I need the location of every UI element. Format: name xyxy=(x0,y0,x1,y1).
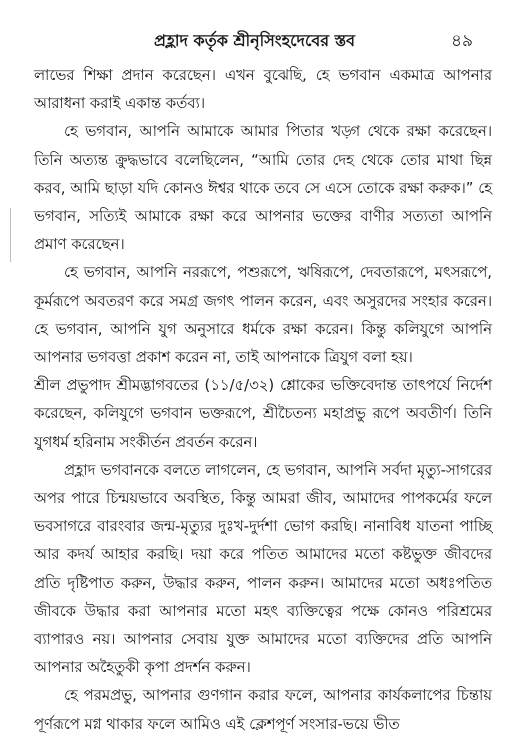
body-text xyxy=(34,62,492,739)
paragraph: শ্রীল প্রভুপাদ শ্রীমদ্ভাগবতের (১১/৫/৩২) শ্লোকের ভক্তিবেদান্ত তাৎপর্যে নির্দেশ করেছেন, কলিযুগে ভগবান ভক্তরূপে, শ্রীচৈতন্য মহাপ্রভু রূপে অবতীর্ণ। তিনি যুগধর্ম হরিনাম সংকীর্তন প্রবর্তন করেন। xyxy=(34,377,492,451)
page-number: ৪৯ xyxy=(450,31,473,51)
paragraph: হে পরমপ্রভু, আপনার গুণগান করার ফলে, আপনার কার্যকলাপের চিন্তায় পূর্ণরূপে মগ্ন থাকার ফলে আমিও এই ক্লেশপূর্ণ সংসার-ভয়ে ভীত xyxy=(34,687,492,733)
paragraph: প্রহ্লাদ ভগবানকে বলতে লাগলেন, হে ভগবান, আপনি সর্বদা মৃত্যু-সাগরের অপর পারে চিন্ময়ভাবে অবস্থিত, কিন্তু আমরা জীব, আমাদের পাপকর্মের ফলে ভবসাগরে বারংবার জন্ম-মৃত্যুর দুঃখ-দুর্দশা ভোগ করছি। নানাবিধ যাতনা পাচ্ছি আর কদর্য আহার করছি। দয়া করে পতিত আমাদের মতো কষ্টভুক্ত জীবদের প্রতি দৃষ্টিপাত করুন, উদ্ধার করুন, পালন করুন। আমাদের মতো অধঃপতিত জীবকে উদ্ধার করা আপনার মতো মহৎ ব্যক্তিত্বের পক্ষে কোনও পরিশ্রমের ব্যাপারও নয়। আপনার সেবায় যুক্ত আমাদের মতো ব্যক্তিদের প্রতি আপনি আপনার অহৈতুকী কৃপা প্রদর্শন করুন। xyxy=(34,461,492,677)
chapter-title: প্রহ্লাদ কর্তৃক শ্রীনৃসিংহদেবের স্তব xyxy=(153,31,356,50)
margin-pencil-mark xyxy=(10,208,11,262)
paragraph: হে ভগবান, আপনি নররূপে, পশুরূপে, ঋষিরূপে, দেবতারূপে, মৎসরূপে, কূর্মরূপে অবতরণ করে সমগ্র জগৎ পালন করেন, এবং অসুরদের সংহার করেন। হে ভগবান, আপনি যুগ অনুসারে ধর্মকে রক্ষা করেন। কিন্তু কলিযুগে আপনি আপনার ভগবত্তা প্রকাশ করেন না, তাই আপনাকে ত্রিযুগ বলা হয়। xyxy=(34,264,492,367)
paragraph: হে ভগবান, আপনি আমাকে আমার পিতার খড়্গ থেকে রক্ষা করেছেন। তিনি অত্যন্ত ক্রুদ্ধভাবে বলেছিলেন, “আমি তোর দেহ থেকে তোর মাথা ছিন্ন করব, আমি ছাড়া যদি কোনও ঈশ্বর থাকে তবে সে এসে তোকে রক্ষা করুক।” হে ভগবান, সত্যিই আমাকে রক্ষা করে আপনার ভক্তের বাণীর সত্যতা আপনি প্রমাণ করেছেন। xyxy=(34,123,492,254)
paragraph: লাভের শিক্ষা প্রদান করেছেন। এখন বুঝেছি, হে ভগবান একমাত্র আপনার আরাধনা করাই একান্ত কর্তব্য। xyxy=(34,67,492,113)
running-header xyxy=(30,24,479,54)
